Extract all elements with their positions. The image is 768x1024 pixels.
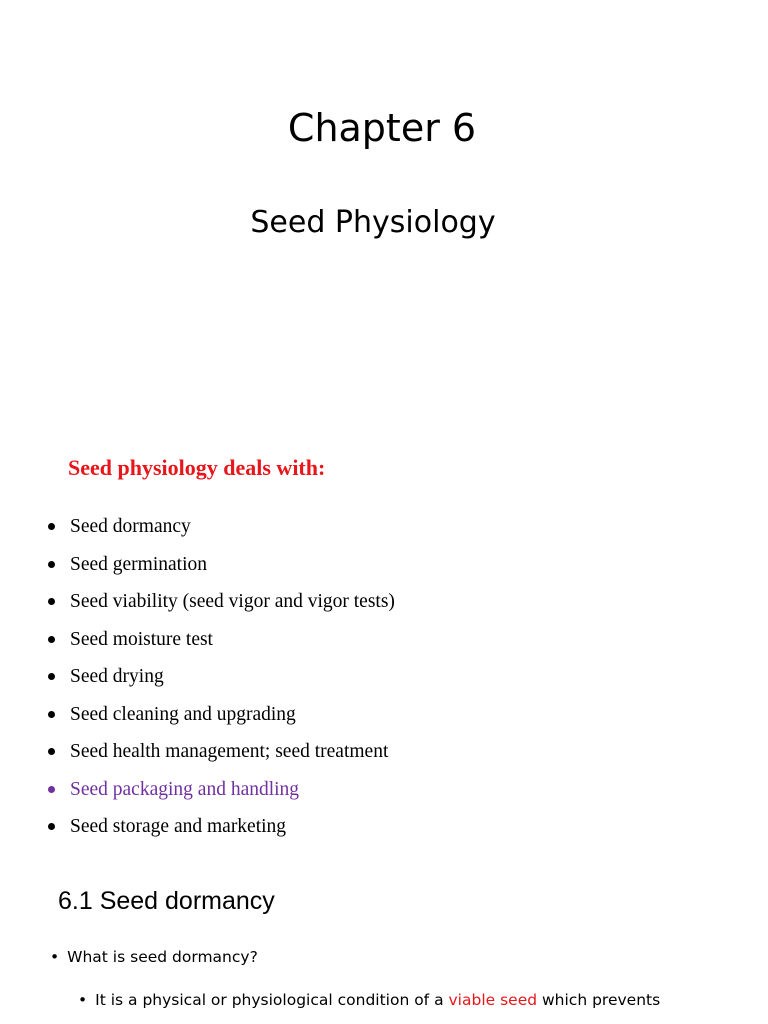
bullet-icon <box>48 673 55 680</box>
list-item <box>48 551 395 589</box>
topics-list <box>48 513 395 851</box>
answer-highlight: viable seed <box>448 991 538 1009</box>
answer-text-end: which prevents <box>537 991 661 1009</box>
bullet-icon <box>48 561 55 568</box>
bullet-icon <box>48 748 55 755</box>
list-item-label: Seed storage and marketing <box>70 816 287 837</box>
list-item <box>48 813 395 851</box>
page-subtitle: Seed Physiology <box>250 205 496 240</box>
list-item-label: Seed moisture test <box>70 628 213 650</box>
bullet-icon <box>48 823 55 830</box>
chapter-title: Chapter 6 <box>287 106 477 150</box>
list-item-label: Seed health management; seed treatment <box>70 741 389 762</box>
bullet-icon <box>48 636 55 643</box>
bullet-icon: • <box>78 991 88 1009</box>
list-item <box>48 626 395 664</box>
bullet-icon <box>48 598 55 605</box>
bullet-icon <box>48 523 55 530</box>
list-item <box>48 701 395 739</box>
question-text: What is seed dormancy? <box>67 948 258 966</box>
list-item-highlighted <box>48 776 395 814</box>
list-item <box>48 663 395 701</box>
deals-with-heading: Seed physiology deals with: <box>68 455 326 480</box>
list-item <box>48 588 395 626</box>
list-item <box>48 738 395 776</box>
list-item-label: Seed viability (seed vigor and vigor tests) <box>70 591 395 612</box>
list-item-label: Seed dormancy <box>70 516 191 537</box>
bullet-icon: • <box>50 948 60 966</box>
list-item-label: Seed drying <box>70 666 164 687</box>
bullet-icon <box>48 786 55 793</box>
answer-item <box>78 991 660 1009</box>
section-heading: 6.1 Seed dormancy <box>58 887 275 915</box>
list-item <box>48 513 395 551</box>
list-item-label: Seed cleaning and upgrading <box>70 703 296 725</box>
question-item <box>50 948 258 966</box>
answer-text-start: It is a physical or physiological condition of a <box>95 991 449 1009</box>
list-item-label: Seed germination <box>70 553 208 575</box>
bullet-icon <box>48 711 55 718</box>
list-item-label: Seed packaging and handling <box>70 778 300 800</box>
